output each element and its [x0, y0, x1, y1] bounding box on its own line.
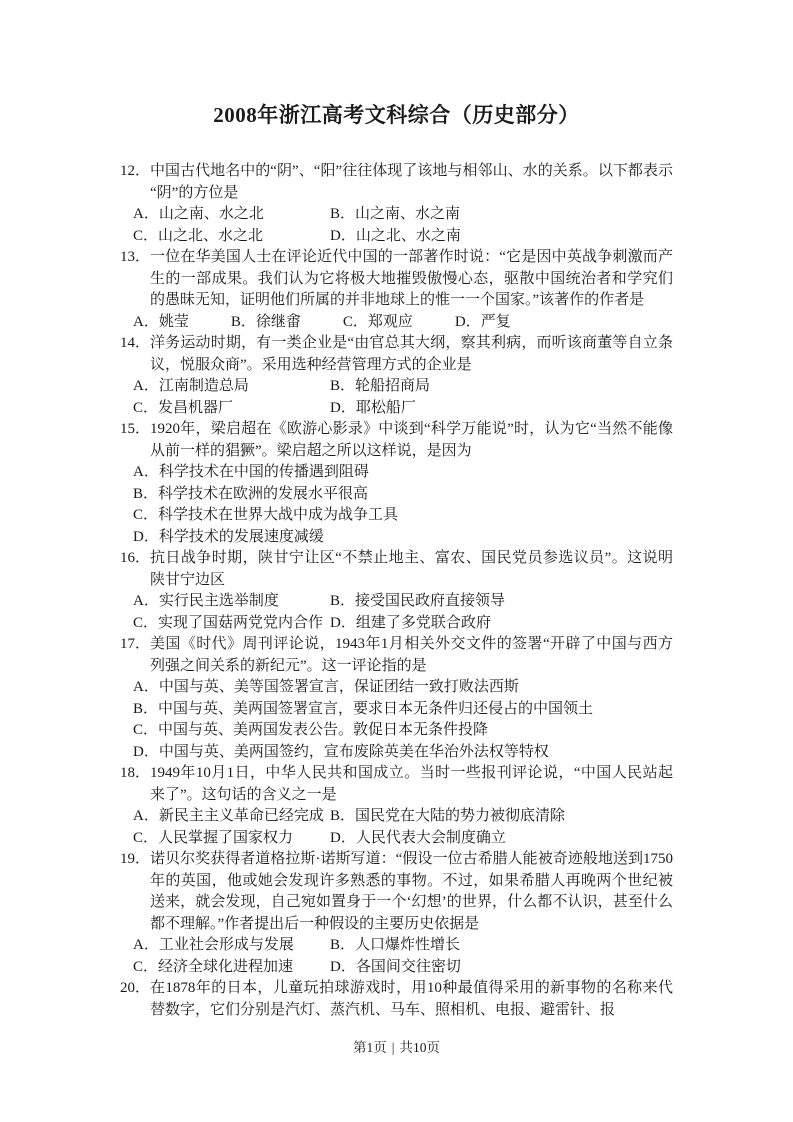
option: A．江南制造总局: [133, 378, 249, 394]
option: A．山之南、水之北: [133, 206, 264, 222]
option-row: [133, 398, 673, 420]
question-13: [120, 247, 673, 333]
option: B．轮船招商局: [330, 378, 431, 394]
option: D．各国间交往密切: [330, 958, 461, 975]
question-number: 18．: [120, 765, 151, 781]
option: D．耶松船厂: [330, 399, 416, 416]
option-row: [133, 527, 673, 549]
question-14: [120, 333, 673, 419]
question-stem: 诺贝尔奖获得者道格拉斯·诺斯写道：“假设一位古希腊人能被奇迹般地送到1750年的英国，他或她会发现许多熟悉的事物。不过，如果希腊人再晚两个世纪被送来，就会发现，自己宛如置身于一个‘幻想’的世界，什么都不认识，甚至什么都不理解。”作者提出后一种假设的主要历史依据是: [150, 851, 673, 932]
option: C．经济全球化进程加速: [133, 958, 294, 975]
question-list: [120, 161, 673, 1021]
question-stem-row: [120, 161, 673, 204]
option: B．人口爆炸性增长: [330, 937, 461, 953]
footer-total-pages: 共10页: [399, 1040, 440, 1055]
question-number: 15．: [120, 421, 151, 437]
option: B．国民党在大陆的势力被彻底清除: [330, 808, 566, 824]
option-row: [133, 677, 673, 699]
option: C．实现了国菇两党党内合作: [133, 614, 324, 631]
option: A．工业社会形成与发展: [133, 937, 294, 953]
option: D．人民代表大会制度确立: [330, 829, 506, 846]
question-stem: 抗日战争时期，陕甘宁让区“不禁止地主、富农、国民党员参选议员”。这说明陕甘宁边区: [150, 550, 673, 588]
option-row: [133, 806, 673, 828]
option: A．中国与英、美等国签署宣言，保证团结一致打败法西斯: [133, 679, 519, 695]
question-stem-row: [120, 548, 673, 591]
option: D．严复: [454, 313, 511, 330]
question-stem: 1949年10月1日，中华人民共和国成立。当时一些报刊评论说，“中国人民站起来了”。这句话的含义之一是: [150, 765, 673, 803]
option: C．人民掌握了国家权力: [133, 829, 294, 846]
question-number: 19．: [120, 851, 151, 867]
page-title: 2008年浙江高考文科综合（历史部分）: [213, 103, 580, 127]
question-stem: 在1878年的日本，儿童玩拍球游戏时，用10种最值得采用的新事物的名称来代替数字，它们分别是汽灯、蒸汽机、马车、照相机、电报、避雷针、报: [150, 980, 673, 1018]
question-stem-row: [120, 247, 673, 312]
option-row: [133, 613, 673, 635]
option-row: [133, 462, 673, 484]
question-number: 12．: [120, 163, 151, 179]
question-stem-row: [120, 849, 673, 935]
question-stem-row: [120, 763, 673, 806]
question-stem: 美国《时代》周刊评论说，1943年1月相关外交文件的签署“开辟了中国与西方列强之间关系的新纪元”。这一评论指的是: [150, 636, 673, 674]
question-number: 20．: [120, 980, 151, 996]
question-stem-row: [120, 333, 673, 376]
question-12: [120, 161, 673, 247]
option-row: [133, 935, 673, 957]
option: C．科学技术在世界大战中成为战争工具: [133, 507, 399, 523]
question-17: [120, 634, 673, 763]
question-stem-row: [120, 978, 673, 1021]
option-row: [133, 742, 673, 764]
option-row: [133, 699, 673, 721]
option-row: [133, 204, 673, 226]
option: C．郑观应: [342, 313, 413, 330]
option: D．科学技术的发展速度减缓: [133, 528, 324, 545]
option-row: [133, 720, 673, 742]
option: C．山之北、水之北: [133, 227, 264, 244]
question-stem: 中国古代地名中的“阴”、“阳”往往体现了该地与相邻山、水的关系。以下都表示“阴”的方位是: [150, 163, 673, 201]
option-row: [133, 957, 673, 979]
question-number: 17．: [120, 636, 151, 652]
option-row: [133, 828, 673, 850]
option: B．接受国民政府直接领导: [330, 593, 506, 609]
question-20: [120, 978, 673, 1021]
question-15: [120, 419, 673, 548]
option: D．中国与英、美两国签约，宣布废除英美在华治外法权等特权: [133, 743, 549, 760]
question-stem-row: [120, 634, 673, 677]
option: B．中国与英、美两国签署宣言，要求日本无条件归还侵占的中国领土: [133, 700, 594, 717]
option: B．科学技术在欧洲的发展水平很高: [133, 485, 369, 502]
option-row: [133, 505, 673, 527]
option: A．实行民主选举制度: [133, 593, 279, 609]
option: A．科学技术在中国的传播遇到阻碍: [133, 464, 369, 480]
option: C．中国与英、美两国发表公告。敦促日本无条件投降: [133, 722, 489, 738]
option: B．山之南、水之南: [330, 206, 461, 222]
footer-current-page: 第1页: [353, 1040, 387, 1055]
option-row: [133, 376, 673, 398]
option: D．山之北、水之南: [330, 227, 461, 244]
option-row: [133, 226, 673, 248]
question-19: [120, 849, 673, 978]
option: A．新民主主义革命已经完成: [133, 808, 324, 824]
option: C．发昌机器厂: [133, 399, 234, 416]
option-row: [133, 484, 673, 506]
option: A．姚莹: [133, 313, 189, 330]
question-stem-row: [120, 419, 673, 462]
option-row: [133, 312, 673, 334]
question-number: 16．: [120, 550, 151, 566]
question-number: 13．: [120, 249, 151, 265]
page-footer: [0, 1038, 793, 1058]
question-stem: 洋务运动时期，有一类企业是“由官总其大纲，察其利病，而听该商董等自立条议，悦服众商”。采用选种经营管理方式的企业是: [150, 335, 673, 373]
footer-separator: |: [391, 1040, 395, 1055]
question-number: 14．: [120, 335, 151, 351]
question-18: [120, 763, 673, 849]
option: D．组建了多党联合政府: [330, 614, 491, 631]
option: B．徐继畬: [230, 313, 301, 330]
question-stem: 一位在华美国人士在评论近代中国的一部著作时说：“它是因中英战争刺激而产生的一部成果。我们认为它将极大地摧毁傲慢心态，驱散中国统治者和学究们的愚昧无知，证明他们所属的并非地球上的惟一一个国家。”该著作的作者是: [150, 249, 673, 308]
question-stem: 1920年，梁启超在《欧游心影录》中谈到“科学万能说”时，认为它“当然不能像从前一样的猖獗”。梁启超之所以这样说，是因为: [150, 421, 673, 459]
question-16: [120, 548, 673, 634]
option-row: [133, 591, 673, 613]
